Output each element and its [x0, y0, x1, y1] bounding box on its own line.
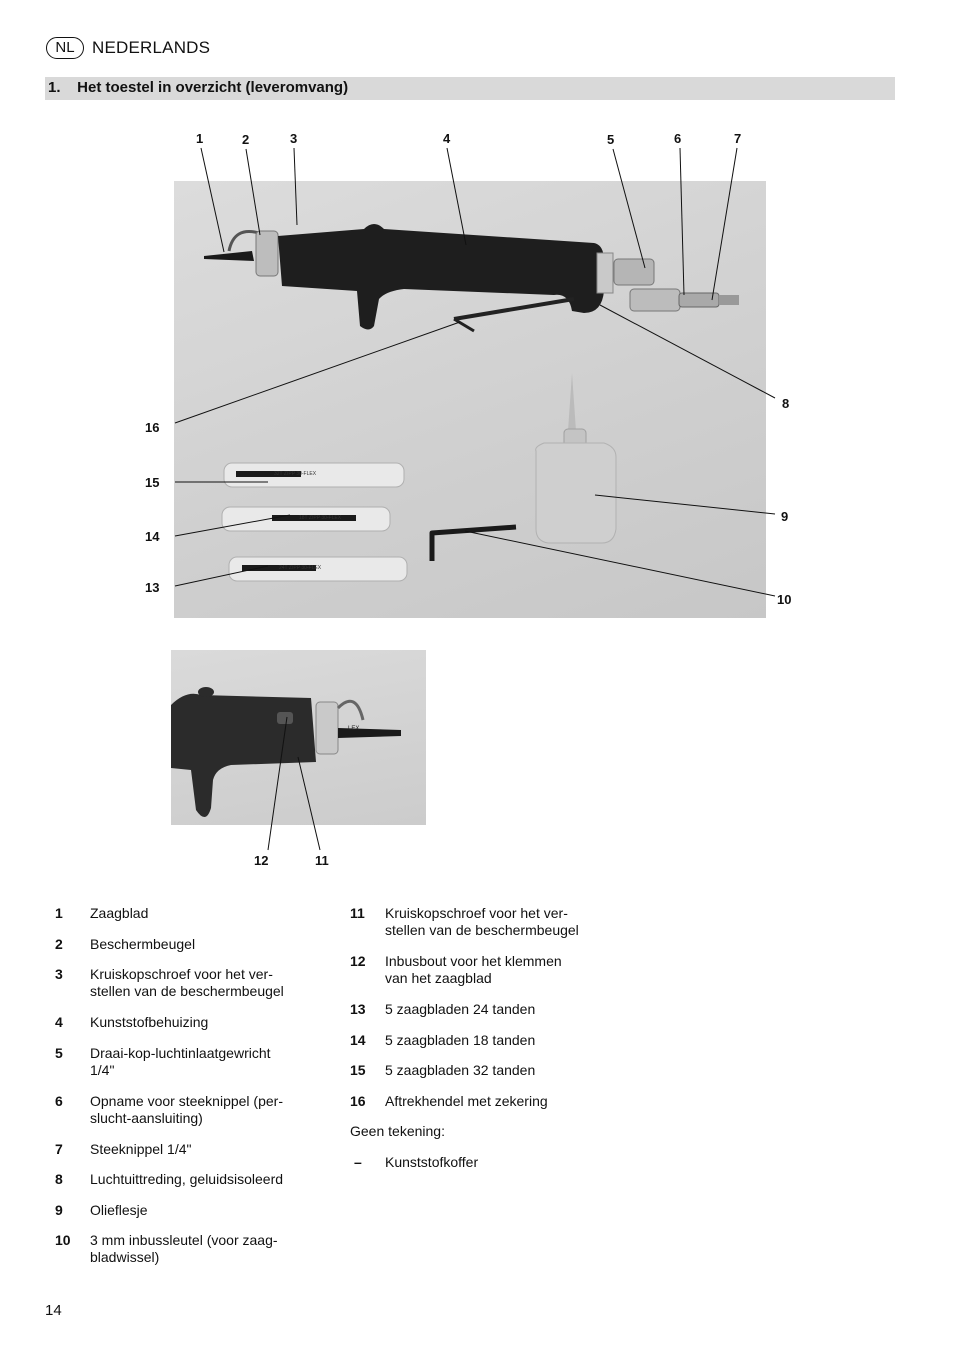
legend-number: 3	[55, 966, 63, 982]
callout-6: 6	[674, 131, 682, 146]
callout-10: 10	[777, 592, 792, 607]
callout-3: 3	[290, 131, 298, 146]
callout-9: 9	[781, 509, 789, 524]
callout-4: 4	[443, 131, 451, 146]
callout-7: 7	[734, 131, 742, 146]
legend-text: Kunststofbehuizing	[90, 1014, 209, 1030]
legend-text: 3 mm inbussleutel (voor zaag- bladwissel)	[90, 1232, 278, 1265]
legend-number: 12	[350, 953, 366, 969]
callout-8: 8	[782, 396, 790, 411]
blade-label-32t: 32T ZIPP 30-FLEX	[274, 471, 317, 477]
legend-text: Luchtuittreding, geluidsisoleerd	[90, 1171, 284, 1187]
legend-text: Beschermbeugel	[90, 936, 196, 952]
legend-text: Zaagblad	[90, 905, 149, 921]
blade-label-18t: 18T ZIPP 30-FLEX	[299, 515, 342, 521]
legend-text: Opname voor steeknippel (per- slucht-aansluiting)	[90, 1093, 283, 1126]
legend-text: Inbusbout voor het klemmen van het zaagblad	[385, 953, 562, 986]
legend-text: 5 zaagbladen 24 tanden	[385, 1001, 536, 1017]
legend-number: 1	[55, 905, 63, 921]
callout-14: 14	[145, 529, 160, 544]
legend-text: Aftrekhendel met zekering	[385, 1093, 548, 1109]
legend-number: 4	[55, 1014, 63, 1030]
legend-number: 15	[350, 1062, 366, 1078]
language-name: NEDERLANDS	[92, 38, 211, 57]
legend-number: 7	[55, 1141, 63, 1157]
legend-text: Steeknippel 1/4"	[90, 1141, 192, 1157]
callout-16: 16	[145, 420, 160, 435]
legend-text: 5 zaagbladen 32 tanden	[385, 1062, 536, 1078]
callout-5: 5	[607, 132, 615, 147]
callout-15: 15	[145, 475, 160, 490]
legend-text: Draai-kop-luchtinlaatgewricht 1/4"	[90, 1045, 271, 1078]
legend-number: 10	[55, 1232, 71, 1248]
no-drawing-label: Geen tekening:	[350, 1123, 445, 1139]
callout-1: 1	[196, 131, 204, 146]
legend-number: 14	[350, 1032, 366, 1048]
legend-text: Kruiskopschroef voor het ver- stellen van de beschermbeugel	[90, 966, 284, 999]
legend-text: 5 zaagbladen 18 tanden	[385, 1032, 536, 1048]
legend-number: 9	[55, 1202, 63, 1218]
legend-text: Olieflesje	[90, 1202, 148, 1218]
blade-label-24t: 24T ZIPP 30-FLEX	[279, 565, 322, 571]
legend-number: 13	[350, 1001, 366, 1017]
legend-number: 5	[55, 1045, 63, 1061]
legend-number: 2	[55, 936, 63, 952]
page-number: 14	[45, 1302, 62, 1319]
legend-number: 16	[350, 1093, 366, 1109]
legend-number: 6	[55, 1093, 63, 1109]
detail-blade-label: LEX	[348, 726, 360, 732]
legend-text: Kruiskopschroef voor het ver- stellen van de beschermbeugel	[385, 905, 579, 938]
legend-dash: –	[354, 1154, 362, 1170]
section-title: 1. Het toestel in overzicht (leveromvang)	[48, 79, 349, 96]
callout-leaders	[175, 148, 775, 850]
callout-12: 12	[254, 853, 269, 868]
legend-number: 11	[350, 905, 365, 921]
callout-2: 2	[242, 132, 250, 147]
callout-11: 11	[315, 853, 329, 868]
callout-13: 13	[145, 580, 160, 595]
language-badge: NL	[46, 37, 84, 59]
legend-number: 8	[55, 1171, 63, 1187]
legend-text: Kunststofkoffer	[385, 1154, 479, 1170]
